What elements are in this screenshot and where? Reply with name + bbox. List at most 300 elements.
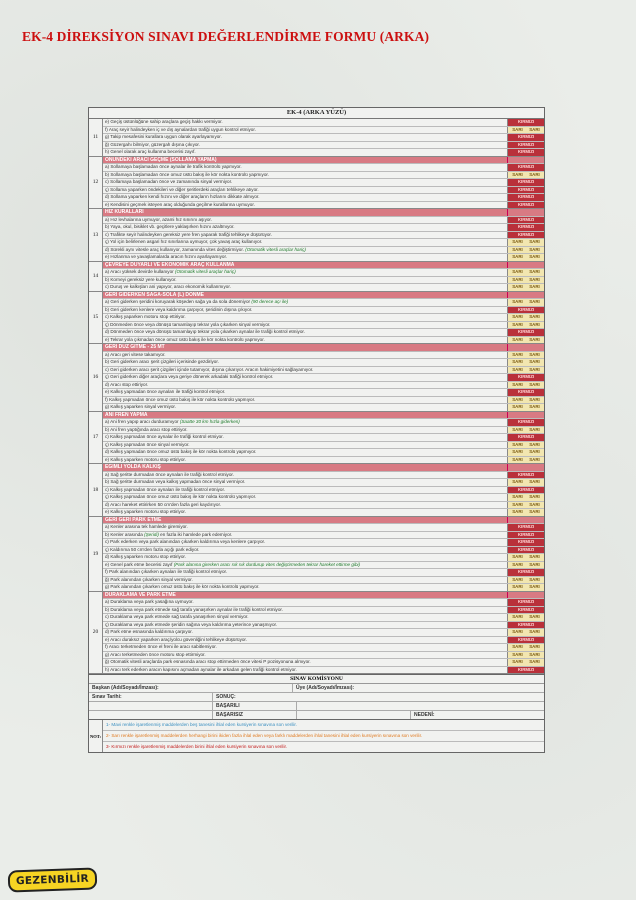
section-rows	[103, 592, 544, 674]
yellow-mark-checkbox[interactable]: SARI	[512, 299, 523, 304]
criteria-row	[103, 224, 544, 232]
fail-option[interactable]: BAŞARISIZ	[213, 711, 297, 719]
notes-list	[103, 720, 544, 752]
red-mark-checkbox[interactable]: KIRMIZI	[507, 547, 544, 554]
criteria-text	[103, 352, 507, 359]
yellow-mark-checkbox[interactable]: SARI	[512, 509, 523, 514]
yellow-mark-checkbox[interactable]: SARI	[529, 314, 540, 319]
criteria-main-text: g) Kalkış yaparken sinyal vermiyor.	[105, 404, 176, 409]
yellow-mark-checkbox[interactable]: SARI	[529, 576, 540, 582]
criteria-main-text: f) Park alanından çıkarken aynaları ile trafiği kontrol etmiyor.	[105, 569, 228, 574]
criteria-text	[103, 637, 507, 644]
criteria-row	[103, 142, 544, 150]
yellow-mark-checkbox[interactable]: SARI	[529, 284, 540, 289]
criteria-main-text: b) Kenler arasında	[105, 531, 143, 537]
yellow-mark-checkboxes	[507, 367, 544, 374]
criteria-main-text: ç) Geri giderken diğer araçlara veya geriye dönerek arkadaki trafiği kontrol etmiyor.	[105, 374, 274, 379]
form-section	[89, 592, 544, 675]
criteria-main-text: a) Aracı yüksek devirde kullanıyor	[105, 269, 174, 274]
committee-row-members	[89, 684, 544, 693]
criteria-text	[103, 359, 507, 366]
criteria-main-text: a) Geri giderken şeridini koruyarak köşeden sağa ya da sola dönemiyor	[105, 299, 251, 304]
criteria-main-text: d) Sollama yaparken kendi hızını ve diğer araçların hızlarını dikkate almıyor.	[105, 194, 260, 199]
yellow-mark-checkbox[interactable]: SARI	[529, 479, 540, 484]
section-heading	[103, 412, 544, 420]
yellow-mark-checkbox[interactable]: SARI	[512, 366, 523, 372]
yellow-mark-checkbox[interactable]: SARI	[529, 629, 540, 634]
red-mark-checkbox[interactable]: KIRMIZI	[507, 142, 544, 149]
criteria-main-text: d) Aracı hareket ettirirken 50 cm'den fazla geri kaydırıyor.	[105, 501, 222, 507]
yellow-mark-checkbox[interactable]: SARI	[529, 351, 540, 357]
yellow-mark-checkbox[interactable]: SARI	[529, 501, 540, 507]
yellow-mark-checkbox[interactable]: SARI	[512, 284, 523, 289]
criteria-text	[103, 194, 507, 201]
criteria-main-text: e) Kalkış yaparken motoru stop ettiriyor.	[105, 456, 186, 462]
result-label: SONUÇ:	[216, 694, 236, 700]
criteria-main-text: g) Aracı terketmeden önce motoru stop ettirmiyor.	[105, 651, 206, 657]
criteria-main-text: ç) Kalkış yapmadan önce omuz üstü bakış ile kör nokta kontrolü yapmıyor.	[105, 494, 257, 499]
criteria-text	[103, 659, 507, 666]
red-mark-checkbox[interactable]: KIRMIZI	[507, 217, 544, 224]
criteria-text	[103, 457, 507, 464]
criteria-text	[103, 389, 507, 396]
criteria-row	[103, 652, 544, 660]
criteria-row	[103, 577, 544, 585]
yellow-mark-checkbox[interactable]: SARI	[529, 366, 540, 372]
criteria-row	[103, 179, 544, 187]
criteria-text	[103, 479, 507, 486]
criteria-text	[103, 202, 507, 209]
criteria-text	[103, 554, 507, 561]
yellow-mark-checkbox[interactable]: SARI	[529, 126, 540, 132]
criteria-text	[103, 322, 507, 329]
criteria-main-text: a) Ani fren yapıp aracı durduramıyor	[105, 419, 179, 424]
criteria-text	[103, 187, 507, 194]
yellow-mark-checkbox[interactable]: SARI	[512, 561, 523, 567]
criteria-main-text: a) Duraklama veya park yasağına uymuyor.	[105, 599, 194, 604]
yellow-mark-checkbox[interactable]: SARI	[529, 381, 540, 387]
yellow-mark-checkboxes	[507, 337, 544, 344]
yellow-mark-checkbox[interactable]: SARI	[512, 269, 523, 274]
yellow-mark-checkbox[interactable]: SARI	[529, 276, 540, 282]
red-mark-checkbox[interactable]: KIRMIZI	[507, 119, 544, 126]
criteria-text	[103, 577, 507, 584]
section-number: 20	[89, 592, 103, 674]
red-mark-checkbox[interactable]: KIRMIZI	[507, 569, 544, 576]
note-blue: 1- Mavi renkle işaretlenmiş maddelerden beş tanesini ihlal eden kursiyerin sınavına son verilir.	[103, 720, 544, 731]
section-heading-mark	[507, 464, 544, 471]
criteria-main-text: e) Kendisini geçmek isteyen araç olduğunda geçilme kurallarına uymuyor.	[105, 201, 255, 207]
criteria-text	[103, 532, 507, 539]
spacer-cell	[89, 711, 213, 719]
criteria-note: (90 derece açı ile)	[251, 299, 289, 304]
yellow-mark-checkbox[interactable]: SARI	[529, 561, 540, 567]
criteria-main-text: e) Geçiş üstünlüğüne sahip araçlara geçiş hakkı vermiyor.	[105, 119, 223, 124]
section-heading	[103, 292, 544, 300]
criteria-text	[103, 487, 507, 494]
section-number: 13	[89, 209, 103, 261]
yellow-mark-checkbox[interactable]: SARI	[512, 644, 523, 649]
red-mark-checkbox[interactable]: KIRMIZI	[507, 434, 544, 441]
committee-row-date	[89, 693, 544, 702]
yellow-mark-checkboxes	[507, 172, 544, 179]
yellow-mark-checkboxes	[507, 314, 544, 321]
section-heading	[103, 262, 544, 270]
yellow-mark-checkboxes	[507, 509, 544, 516]
yellow-mark-checkboxes	[507, 404, 544, 411]
red-mark-checkbox[interactable]: KIRMIZI	[507, 599, 544, 606]
yellow-mark-checkbox[interactable]: SARI	[529, 396, 540, 402]
criteria-main-text: d) Aracı stop ettiriyor.	[105, 381, 149, 387]
yellow-mark-checkbox[interactable]: SARI	[512, 351, 523, 357]
criteria-text	[103, 607, 507, 614]
criteria-row	[103, 637, 544, 645]
section-heading-mark	[507, 262, 544, 269]
criteria-row	[103, 359, 544, 367]
yellow-mark-checkbox[interactable]: SARI	[512, 651, 523, 657]
criteria-main-text: a) Kenler arasına tek hamlede giremiyor.	[105, 524, 188, 529]
criteria-main-text: ç) Duraklama veya park etmede şeridin sağına veya kaldırıma yeterince yanaşmıyor.	[105, 621, 278, 627]
member-field[interactable]: Üye (Adı/Soyadı/İmzası):	[296, 685, 355, 691]
site-logo: GEZENBİLİR	[8, 867, 98, 892]
section-heading	[103, 592, 544, 600]
criteria-main-text: b) Yaya, okul, bisiklet vb. geçitlere yaklaşırken hızını azaltmıyor.	[105, 224, 235, 229]
yellow-mark-checkbox[interactable]: SARI	[512, 381, 523, 387]
red-mark-checkbox[interactable]: KIRMIZI	[507, 539, 544, 546]
criteria-main-text: c) Trafikte seyir halindeyken gereksiz yere fren yaparak trafiği tehlikeye düşürüyor.	[105, 231, 272, 237]
red-mark-checkbox[interactable]: KIRMIZI	[507, 202, 544, 209]
criteria-row	[103, 442, 544, 450]
yellow-mark-checkbox[interactable]: SARI	[529, 659, 540, 664]
red-mark-checkbox[interactable]: KIRMIZI	[507, 472, 544, 479]
criteria-row	[103, 404, 544, 411]
criteria-main-text: f) Aracı terketmeden önce el freni ile aracı sabitlemiyor.	[105, 644, 217, 649]
pass-option[interactable]: BAŞARILI	[213, 702, 297, 710]
yellow-mark-checkbox[interactable]: SARI	[529, 651, 540, 657]
yellow-mark-checkbox[interactable]: SARI	[512, 404, 523, 409]
red-mark-checkbox[interactable]: KIRMIZI	[507, 374, 544, 381]
section-heading-text: HIZ KURALLARI	[105, 209, 144, 215]
section-rows	[103, 464, 544, 516]
yellow-mark-checkboxes	[507, 442, 544, 449]
criteria-text	[103, 119, 507, 126]
yellow-mark-checkboxes	[507, 479, 544, 486]
red-mark-checkbox[interactable]: KIRMIZI	[507, 187, 544, 194]
section-heading-text: ANİ FREN YAPMA	[105, 411, 148, 418]
form-section	[89, 157, 544, 210]
criteria-main-text: f) Kalkış yapmadan önce omuz üstü bakış ile kör nokta kontrolü yapmıyor.	[105, 396, 256, 402]
yellow-mark-checkbox[interactable]: SARI	[512, 254, 523, 259]
red-mark-checkbox[interactable]: KIRMIZI	[507, 149, 544, 156]
criteria-main-text: c) Duruş ve kalkışları ani yapıyor, aracı ekonomik kullanmıyor.	[105, 284, 231, 289]
chairman-field[interactable]: Başkan (Adı/Soyadı/İmzası):	[89, 684, 293, 692]
criteria-text	[103, 299, 507, 306]
red-mark-checkbox[interactable]: KIRMIZI	[507, 622, 544, 629]
yellow-mark-checkbox[interactable]: SARI	[512, 126, 523, 132]
criteria-main-text: d) Sürekli aynı vitesle araç kullanıyor, zamanında vites değiştirmiyor.	[105, 246, 244, 252]
yellow-mark-checkbox[interactable]: SARI	[512, 584, 523, 589]
criteria-main-text: ğ) Güzergahı bilmiyor, güzergah dışına çıkıyor.	[105, 141, 200, 147]
criteria-text	[103, 307, 507, 314]
yellow-mark-checkbox[interactable]: SARI	[512, 359, 523, 364]
empty-cell	[297, 702, 544, 710]
criteria-row	[103, 127, 544, 135]
form-section	[89, 344, 544, 412]
criteria-text	[103, 239, 507, 246]
criteria-main-text: e) Hızlanma ve yavaşlamalarda aracın hızını ayarlayamıyor.	[105, 254, 228, 259]
yellow-mark-checkbox[interactable]: SARI	[529, 299, 540, 304]
criteria-row	[103, 427, 544, 435]
criteria-row	[103, 584, 544, 591]
committee-title: SINAV KOMİSYONU	[89, 675, 544, 684]
yellow-mark-checkboxes	[507, 277, 544, 284]
criteria-text	[103, 547, 507, 554]
yellow-mark-checkboxes	[507, 652, 544, 659]
red-mark-checkbox[interactable]: KIRMIZI	[507, 607, 544, 614]
criteria-text	[103, 134, 507, 141]
yellow-mark-checkbox[interactable]: SARI	[512, 659, 523, 664]
yellow-mark-checkbox[interactable]: SARI	[529, 321, 540, 327]
red-mark-checkbox[interactable]: KIRMIZI	[507, 637, 544, 644]
yellow-mark-checkbox[interactable]: SARI	[512, 239, 523, 244]
section-heading	[103, 209, 544, 217]
yellow-mark-checkbox[interactable]: SARI	[529, 614, 540, 619]
section-heading-mark	[507, 292, 544, 299]
red-mark-checkbox[interactable]: KIRMIZI	[507, 487, 544, 494]
criteria-text	[103, 314, 507, 321]
criteria-row	[103, 494, 544, 502]
red-mark-checkbox[interactable]: KIRMIZI	[507, 232, 544, 239]
section-number: 14	[89, 262, 103, 291]
section-heading-text: GERİ DÜZ GİTME - 25 MT	[105, 344, 165, 350]
yellow-mark-checkbox[interactable]: SARI	[529, 554, 540, 559]
criteria-row	[103, 629, 544, 637]
red-mark-checkbox[interactable]: KIRMIZI	[507, 419, 544, 426]
criteria-text	[103, 652, 507, 659]
form-section	[89, 292, 544, 345]
yellow-mark-checkbox[interactable]: SARI	[529, 404, 540, 409]
criteria-row	[103, 457, 544, 464]
criteria-row	[103, 524, 544, 532]
red-mark-checkbox[interactable]: KIRMIZI	[507, 532, 544, 539]
criteria-main-text: ç) Yol için belirlenen asgari hız sınırlarına uymuyor, çok yavaş araç kullanıyor.	[105, 239, 263, 244]
criteria-text	[103, 269, 507, 276]
yellow-mark-checkbox[interactable]: SARI	[512, 314, 523, 319]
criteria-text	[103, 614, 507, 621]
section-heading	[103, 157, 544, 165]
section-heading-mark	[507, 592, 544, 599]
yellow-mark-checkbox[interactable]: SARI	[529, 426, 540, 432]
criteria-text	[103, 599, 507, 606]
red-mark-checkbox[interactable]: KIRMIZI	[507, 194, 544, 201]
red-mark-checkbox[interactable]: KIRMIZI	[507, 179, 544, 186]
yellow-mark-checkboxes	[507, 629, 544, 636]
criteria-text	[103, 539, 507, 546]
section-heading-mark	[507, 157, 544, 164]
criteria-row	[103, 569, 544, 577]
yellow-mark-checkbox[interactable]: SARI	[512, 479, 523, 484]
criteria-row	[103, 472, 544, 480]
yellow-mark-checkbox[interactable]: SARI	[512, 449, 523, 454]
criteria-row	[103, 232, 544, 240]
section-rows	[103, 262, 544, 291]
notes-section	[89, 719, 544, 752]
section-heading-text: GERİ GİDERKEN SAĞA-SOLA (L) DÖNME	[105, 291, 204, 298]
yellow-mark-checkbox[interactable]: SARI	[512, 494, 523, 499]
criteria-main-text: d) Park etme esnasında kaldırıma çarpıyor.	[105, 629, 193, 634]
criteria-main-text: ç) Sollama yaparken öndekileri ve diğer şeritlerdeki araçları tehlikeye atıyor.	[105, 186, 259, 192]
criteria-main-text: c) Geri giderken aracı şerit çizgileri içinde tutamıyor, dışına çıkarıyor. Aracın hakimiyetini sağlayamıyor.	[105, 366, 314, 372]
exam-date-field[interactable]: Sınav Tarihi:	[89, 693, 213, 701]
yellow-mark-checkbox[interactable]: SARI	[529, 171, 540, 177]
criteria-row	[103, 329, 544, 337]
yellow-mark-checkbox[interactable]: SARI	[512, 629, 523, 634]
form-section	[89, 209, 544, 262]
yellow-mark-checkbox[interactable]: SARI	[529, 239, 540, 244]
red-mark-checkbox[interactable]: KIRMIZI	[507, 307, 544, 314]
yellow-mark-checkboxes	[507, 614, 544, 621]
evaluation-form	[88, 107, 545, 753]
criteria-text	[103, 217, 507, 224]
reason-field[interactable]: NEDENİ:	[414, 712, 435, 718]
criteria-main-text: a) Sağ şeritte durmadan önce aynaları ile trafiği kontrol etmiyor.	[105, 471, 234, 477]
section-rows	[103, 157, 544, 209]
criteria-text	[103, 644, 507, 651]
criteria-main-text: f) Araç seyir halindeyken iç ve dış aynalardan trafiği uygun kontrol etmiyor.	[105, 126, 256, 132]
criteria-text	[103, 494, 507, 501]
yellow-mark-checkbox[interactable]: SARI	[529, 441, 540, 447]
section-heading-mark	[507, 209, 544, 216]
yellow-mark-checkbox[interactable]: SARI	[529, 336, 540, 342]
yellow-mark-checkbox[interactable]: SARI	[512, 246, 523, 252]
red-mark-checkbox[interactable]: KIRMIZI	[507, 224, 544, 231]
criteria-row	[103, 374, 544, 382]
red-mark-checkbox[interactable]: KIRMIZI	[507, 389, 544, 396]
criteria-main-text: c) Sollamaya başlamadan önce ve zamanında sinyal vermiyor.	[105, 179, 233, 184]
criteria-main-text: b) Geri giderken kenlere veya kaldırıma çarpıyor, şeridinin dışına çıkıyor.	[105, 306, 253, 312]
criteria-row	[103, 614, 544, 622]
section-rows	[103, 209, 544, 261]
yellow-mark-checkboxes	[507, 457, 544, 464]
yellow-mark-checkbox[interactable]: SARI	[512, 441, 523, 447]
yellow-mark-checkbox[interactable]: SARI	[529, 494, 540, 499]
yellow-mark-checkbox[interactable]: SARI	[512, 501, 523, 507]
note-yellow: 2- Sarı renkle işaretlenmiş maddelerden herhangi birini ikiden fazla ihlal eden veya farklı maddelerden ihlal tanesini ihlal eden kursiyerin sınavına son verilir.	[103, 731, 544, 742]
yellow-mark-checkboxes	[507, 449, 544, 456]
form-section	[89, 464, 544, 517]
criteria-main-text: e) Aracı duraksız yaparken araç/yolcu güvenliğini tehlikeye düşürüyor.	[105, 636, 247, 642]
criteria-main-text: b) Duraklama veya park etmede sağ tarafa yanaşırken aynalar ile trafiği kontrol etmiyor.	[105, 606, 283, 612]
criteria-text	[103, 382, 507, 389]
red-mark-checkbox[interactable]: KIRMIZI	[507, 164, 544, 171]
section-heading-text: DURAKLAMA VE PARK ETME	[105, 591, 176, 598]
criteria-row	[103, 202, 544, 209]
yellow-mark-checkbox[interactable]: SARI	[529, 449, 540, 454]
yellow-mark-checkbox[interactable]: SARI	[512, 554, 523, 559]
yellow-mark-checkbox[interactable]: SARI	[512, 614, 523, 619]
criteria-row	[103, 172, 544, 180]
form-sections	[89, 119, 544, 674]
yellow-mark-checkbox[interactable]: SARI	[512, 396, 523, 402]
criteria-main-text: c) Kalkış yapmadan önce aynaları ile trafiği kontrol etmiyor.	[105, 486, 226, 492]
yellow-mark-checkboxes	[507, 322, 544, 329]
criteria-main-text: c) Duraklama veya park etmede sağ tarafa yanaşırken sinyal vermiyor.	[105, 614, 249, 619]
red-mark-checkbox[interactable]: KIRMIZI	[507, 667, 544, 674]
criteria-text	[103, 254, 507, 261]
yellow-mark-checkbox[interactable]: SARI	[529, 456, 540, 462]
yellow-mark-checkboxes	[507, 352, 544, 359]
red-mark-checkbox[interactable]: KIRMIZI	[507, 524, 544, 531]
criteria-text	[103, 434, 507, 441]
criteria-text	[103, 149, 507, 156]
red-mark-checkbox[interactable]: KIRMIZI	[507, 329, 544, 336]
yellow-mark-checkbox[interactable]: SARI	[512, 426, 523, 432]
criteria-text	[103, 397, 507, 404]
yellow-mark-checkbox[interactable]: SARI	[512, 171, 523, 177]
criteria-main-text: e) Tekrar yola çıkmadan önce omuz üstü bakış ile kör nokta kontrolü yapmıyor.	[105, 336, 265, 342]
criteria-row	[103, 314, 544, 322]
criteria-tail-text: en fazla iki hamlede park edemiyor.	[160, 531, 233, 537]
criteria-row	[103, 502, 544, 510]
criteria-main-text: c) Park ederken veya park alanından çıkarken kaldırıma veya kenlere çarpıyor.	[105, 539, 266, 544]
yellow-mark-checkbox[interactable]: SARI	[512, 456, 523, 462]
criteria-main-text: g) Takip mesafesini kurallara uygun olarak ayarlayamıyor.	[105, 134, 222, 139]
yellow-mark-checkbox[interactable]: SARI	[529, 359, 540, 364]
criteria-row	[103, 644, 544, 652]
section-number: 16	[89, 344, 103, 411]
criteria-row	[103, 322, 544, 330]
yellow-mark-checkboxes	[507, 502, 544, 509]
committee-row-pass	[89, 702, 544, 711]
yellow-mark-checkboxes	[507, 562, 544, 569]
criteria-row	[103, 247, 544, 255]
yellow-mark-checkbox[interactable]: SARI	[529, 246, 540, 252]
section-rows	[103, 292, 544, 344]
yellow-mark-checkbox[interactable]: SARI	[512, 321, 523, 327]
yellow-mark-checkboxes	[507, 127, 544, 134]
yellow-mark-checkboxes	[507, 644, 544, 651]
criteria-row	[103, 599, 544, 607]
section-rows	[103, 344, 544, 411]
section-number: 18	[89, 464, 103, 516]
criteria-text	[103, 622, 507, 629]
red-mark-checkbox[interactable]: KIRMIZI	[507, 134, 544, 141]
criteria-main-text: b) Sollamaya başlamadan önce omuz üstü bakış ile kör nokta kontrolü yapmıyor.	[105, 171, 269, 177]
yellow-mark-checkbox[interactable]: SARI	[529, 509, 540, 514]
exam-committee	[89, 674, 544, 719]
committee-row-fail	[89, 711, 544, 719]
criteria-main-text: c) Kalkış yapmadan önce aynalar ile trafiği kontrol etmiyor.	[105, 434, 224, 439]
criteria-main-text: h) Genel olarak araç kullanma becerisi zayıf.	[105, 149, 196, 154]
spacer-cell	[89, 702, 213, 710]
yellow-mark-checkbox[interactable]: SARI	[512, 576, 523, 582]
criteria-main-text: ç) Dönmeden önce veya dönüşü tamamlayıp tekrar yola çıkarken sinyal vermiyor.	[105, 321, 271, 327]
form-section	[89, 119, 544, 157]
criteria-row	[103, 554, 544, 562]
criteria-main-text: d) Kalkış yaparken motoru stop ettiriyor.	[105, 554, 186, 559]
yellow-mark-checkboxes	[507, 247, 544, 254]
criteria-row	[103, 434, 544, 442]
yellow-mark-checkbox[interactable]: SARI	[529, 254, 540, 259]
yellow-mark-checkbox[interactable]: SARI	[529, 584, 540, 589]
yellow-mark-checkbox[interactable]: SARI	[512, 336, 523, 342]
section-heading-mark	[507, 517, 544, 524]
yellow-mark-checkbox[interactable]: SARI	[512, 276, 523, 282]
yellow-mark-checkbox[interactable]: SARI	[529, 269, 540, 274]
yellow-mark-checkbox[interactable]: SARI	[529, 644, 540, 649]
criteria-text	[103, 367, 507, 374]
criteria-main-text: h) Aracı terk ederken aracın kapısını açmadan aynalar ile arkadan gelen trafiği kontrol etmiyor.	[105, 666, 297, 672]
